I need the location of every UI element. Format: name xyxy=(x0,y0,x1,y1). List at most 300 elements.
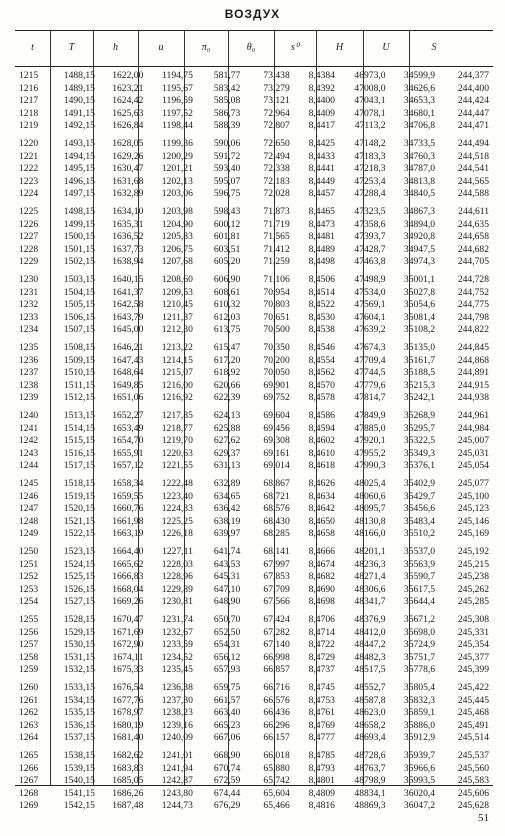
table-cell: 1252 xyxy=(19,571,39,582)
table-cell: 1251 xyxy=(19,558,39,570)
column-header: S xyxy=(431,42,437,53)
column-header: θ₀ xyxy=(246,42,256,53)
table-cell: 8,4554 xyxy=(308,354,335,366)
table-row xyxy=(15,423,493,436)
column-header: u xyxy=(158,42,164,53)
table-cell: 8,4570 xyxy=(308,379,335,391)
table-cell: 8,4761 xyxy=(308,707,335,718)
table-cell: 1200,29 xyxy=(161,150,193,162)
table-cell: 650,70 xyxy=(213,614,241,625)
table-cell: 244,611 xyxy=(458,206,489,217)
table-cell: 47498,9 xyxy=(354,274,386,285)
table-cell: 583,42 xyxy=(213,82,241,94)
table-cell: 48798,9 xyxy=(354,775,386,786)
table-cell: 1536,15 xyxy=(63,719,95,731)
table-cell: 1635,31 xyxy=(112,218,144,230)
table-cell: 8,4706 xyxy=(308,614,335,625)
table-cell: 1490,15 xyxy=(63,95,95,106)
table-cell: 1216,92 xyxy=(161,392,193,403)
table-cell: 1499,15 xyxy=(63,218,95,230)
table-cell: 35188,5 xyxy=(403,367,436,378)
table-cell: 1681,40 xyxy=(112,732,144,743)
table-cell: 48834,1 xyxy=(354,787,386,799)
table-cell: 47113,2 xyxy=(354,120,386,131)
table-cell: 1261 xyxy=(19,694,39,706)
table-cell: 1211,37 xyxy=(162,311,193,323)
table-cell: 1672,90 xyxy=(112,639,144,650)
table-cell: 1651,06 xyxy=(112,392,144,403)
table-cell: 1530,15 xyxy=(63,639,95,650)
table-cell: 1236,38 xyxy=(161,682,193,693)
table-cell: 47078,1 xyxy=(354,107,386,119)
table-cell: 1232,67 xyxy=(161,626,193,638)
column-header: T xyxy=(68,42,75,53)
table-cell: 8,4409 xyxy=(308,107,335,119)
table-cell: 1538,15 xyxy=(63,750,95,761)
table-cell: 1532,15 xyxy=(63,664,95,675)
table-cell: 8,4642 xyxy=(308,503,335,514)
table-row xyxy=(15,448,493,461)
table-cell: 244,845 xyxy=(457,342,489,353)
table-cell: 244,961 xyxy=(457,410,489,421)
table-cell: 34626,6 xyxy=(403,82,436,94)
table-cell: 245,285 xyxy=(457,596,489,607)
table-cell: 1219 xyxy=(19,120,39,131)
column-header: U xyxy=(382,42,390,53)
table-cell: 8,4722 xyxy=(308,639,335,650)
table-cell: 48693,4 xyxy=(354,732,386,743)
table-cell: 69,308 xyxy=(263,435,290,446)
table-cell: 1632,89 xyxy=(112,188,144,199)
table-row xyxy=(15,312,493,325)
table-cell: 624,13 xyxy=(213,410,241,421)
table-cell: 48306,6 xyxy=(354,583,386,595)
table-cell: 35027,8 xyxy=(403,286,436,298)
table-cell: 244,658 xyxy=(457,231,489,242)
table-row xyxy=(15,596,493,609)
table-cell: 244,565 xyxy=(457,175,489,187)
table-cell: 1231 xyxy=(19,286,39,298)
table-cell: 1537,15 xyxy=(63,732,95,743)
table-cell: 48482,3 xyxy=(354,651,386,663)
table-cell: 648,90 xyxy=(213,596,241,607)
table-cell: 638,19 xyxy=(213,515,241,527)
table-cell: 72,964 xyxy=(263,107,290,119)
table-cell: 245,169 xyxy=(457,528,489,539)
table-cell: 8,4465 xyxy=(308,206,335,217)
table-cell: 245,377 xyxy=(457,651,489,663)
table-cell: 8,4650 xyxy=(308,515,335,527)
table-cell: 1241,01 xyxy=(161,750,193,761)
table-cell: 1233,59 xyxy=(161,639,193,650)
table-cell: 1517,15 xyxy=(63,460,95,471)
table-cell: 48341,7 xyxy=(354,596,386,607)
table-cell: 1518,15 xyxy=(63,478,95,489)
table-cell: 34947,5 xyxy=(403,243,436,255)
table-cell: 70,651 xyxy=(263,311,290,323)
table-cell: 47534,0 xyxy=(354,286,386,298)
table-cell: 1685,05 xyxy=(112,775,144,786)
table-cell: 1514,15 xyxy=(63,422,95,434)
table-cell: 35376,1 xyxy=(403,460,436,471)
table-cell: 639,97 xyxy=(213,528,241,539)
table-row xyxy=(15,108,493,121)
table-cell: 1641,37 xyxy=(112,286,144,298)
table-cell: 1638,94 xyxy=(112,256,144,267)
table-cell: 66,018 xyxy=(263,750,290,761)
table-cell: 68,285 xyxy=(263,528,290,539)
table-cell: 244,494 xyxy=(457,138,489,149)
column-header: h xyxy=(113,42,118,53)
table-cell: 244,588 xyxy=(457,188,489,199)
table-cell: 35778,6 xyxy=(403,664,436,675)
table-cell: 634,65 xyxy=(213,490,241,502)
table-bottom-rule xyxy=(15,785,493,786)
table-row xyxy=(15,584,493,597)
table-cell: 35617,5 xyxy=(403,583,436,595)
table-cell: 34974,3 xyxy=(403,256,436,267)
table-cell: 8,4417 xyxy=(308,120,335,131)
table-cell: 68,721 xyxy=(263,490,290,502)
table-cell: 657,93 xyxy=(213,664,241,675)
table-cell: 244,915 xyxy=(457,379,489,391)
table-row xyxy=(15,163,493,176)
column-header: s⁰ xyxy=(291,42,299,53)
table-cell: 1661,98 xyxy=(112,515,144,527)
table-cell: 1623,21 xyxy=(112,82,144,94)
table-cell: 1624,42 xyxy=(112,95,144,106)
table-cell: 8,4514 xyxy=(308,286,335,298)
table-cell: 1669,26 xyxy=(112,596,144,607)
table-cell: 68,576 xyxy=(263,503,290,514)
table-cell: 68,430 xyxy=(263,515,290,527)
table-cell: 1629,26 xyxy=(112,150,144,162)
table-cell: 1489,15 xyxy=(63,82,95,94)
table-cell: 72,650 xyxy=(263,138,290,149)
table-cell: 71,259 xyxy=(263,256,290,267)
table-cell: 1496,15 xyxy=(63,175,95,187)
table-row xyxy=(15,516,493,529)
table-cell: 1529,15 xyxy=(63,626,95,638)
table-cell: 245,215 xyxy=(457,558,489,570)
table-cell: 35724,9 xyxy=(403,639,436,650)
table-cell: 35001,1 xyxy=(403,274,436,285)
table-cell: 1216,00 xyxy=(161,379,193,391)
table-cell: 66,857 xyxy=(263,664,290,675)
table-cell: 1226 xyxy=(19,218,39,230)
table-cell: 69,161 xyxy=(263,447,290,459)
table-cell: 71,565 xyxy=(263,231,290,242)
table-cell: 65,880 xyxy=(263,762,290,774)
table-cell: 1540,15 xyxy=(63,775,95,786)
table-cell: 8,4729 xyxy=(308,651,335,663)
table-cell: 8,4714 xyxy=(308,626,335,638)
table-cell: 8,4745 xyxy=(308,682,335,693)
table-row xyxy=(15,528,493,541)
table-cell: 610,32 xyxy=(213,299,241,310)
table-cell: 35349,3 xyxy=(403,447,436,459)
table-cell: 69,456 xyxy=(263,422,290,434)
table-cell: 35081,4 xyxy=(403,311,436,323)
table-cell: 47849,9 xyxy=(354,410,386,421)
table-cell: 72,338 xyxy=(263,163,290,174)
table-cell: 1241,94 xyxy=(161,762,193,774)
table-cell: 612,03 xyxy=(213,311,241,323)
header-bottom-rule xyxy=(15,66,493,67)
table-cell: 8,4793 xyxy=(308,762,335,774)
table-cell: 1524,15 xyxy=(63,558,95,570)
table-row xyxy=(15,380,493,393)
table-cell: 46973,0 xyxy=(354,70,386,81)
table-cell: 47043,1 xyxy=(354,95,386,106)
table-row xyxy=(15,763,493,776)
table-cell: 8,4400 xyxy=(308,95,335,106)
table-cell: 615,47 xyxy=(213,342,241,353)
table-cell: 244,984 xyxy=(457,422,489,434)
table-cell: 1507,15 xyxy=(63,324,95,335)
table-cell: 1235,45 xyxy=(161,664,193,675)
table-cell: 629,37 xyxy=(213,447,241,459)
table-row xyxy=(15,720,493,733)
table-cell: 35912,9 xyxy=(403,732,436,743)
table-cell: 1519,15 xyxy=(63,490,95,502)
table-cell: 8,4489 xyxy=(308,243,335,255)
table-cell: 34920,8 xyxy=(403,231,436,242)
table-cell: 1492,15 xyxy=(63,120,95,131)
table-cell: 244,518 xyxy=(457,150,489,162)
table-cell: 1666,83 xyxy=(112,571,144,582)
table-row xyxy=(15,151,493,164)
table-cell: 8,4816 xyxy=(308,800,335,811)
table-cell: 8,4769 xyxy=(308,719,335,731)
table-cell: 47990,3 xyxy=(354,460,386,471)
table-cell: 1680,19 xyxy=(112,719,144,731)
table-cell: 1497,15 xyxy=(63,188,95,199)
table-cell: 1239 xyxy=(19,392,39,403)
table-cell: 245,054 xyxy=(457,460,489,471)
table-row xyxy=(15,342,493,355)
table-cell: 1634,10 xyxy=(112,206,144,217)
table-cell: 676,29 xyxy=(213,800,241,811)
table-cell: 245,077 xyxy=(457,478,489,489)
table-cell: 1228 xyxy=(19,243,39,255)
table-cell: 1248 xyxy=(19,515,39,527)
table-cell: 1257 xyxy=(19,639,39,650)
table-cell: 1542,15 xyxy=(63,800,95,811)
table-cell: 1526,15 xyxy=(63,583,95,595)
table-cell: 34840,5 xyxy=(403,188,436,199)
table-cell: 73,279 xyxy=(263,82,290,94)
table-cell: 1207,68 xyxy=(161,256,193,267)
table-cell: 618,92 xyxy=(213,367,241,378)
table-cell: 34706,8 xyxy=(403,120,436,131)
table-cell: 1215 xyxy=(19,70,39,81)
table-row xyxy=(15,800,493,813)
table-cell: 1244 xyxy=(19,460,39,471)
table-cell: 34653,3 xyxy=(403,95,436,106)
table-cell: 1194,75 xyxy=(162,70,193,81)
table-cell: 663,40 xyxy=(213,707,241,718)
table-cell: 72,494 xyxy=(263,150,290,162)
table-cell: 1642,58 xyxy=(112,299,144,310)
table-cell: 47253,4 xyxy=(354,175,386,187)
table-cell: 245,354 xyxy=(457,639,489,650)
table-cell: 1267 xyxy=(19,775,39,786)
table-cell: 1269 xyxy=(19,800,39,811)
table-row xyxy=(15,546,493,559)
table-cell: 67,424 xyxy=(263,614,290,625)
table-cell: 591,72 xyxy=(213,150,241,162)
table-cell: 593,40 xyxy=(213,163,241,174)
table-cell: 35510,2 xyxy=(403,528,436,539)
table-cell: 245,537 xyxy=(457,750,489,761)
table-cell: 35805,4 xyxy=(403,682,436,693)
table-row xyxy=(15,707,493,720)
table-cell: 245,238 xyxy=(457,571,489,582)
table-cell: 1234 xyxy=(19,324,39,335)
table-cell: 35939,7 xyxy=(403,750,436,761)
table-cell: 8,4449 xyxy=(308,175,335,187)
table-cell: 245,583 xyxy=(457,775,489,786)
table-row xyxy=(15,614,493,627)
table-cell: 245,262 xyxy=(457,583,489,595)
table-cell: 1234,52 xyxy=(161,651,193,663)
table-cell: 652,50 xyxy=(213,626,241,638)
table-cell: 8,4618 xyxy=(308,460,335,471)
page-number: 51 xyxy=(478,812,489,824)
table-cell: 66,576 xyxy=(263,694,290,706)
table-cell: 1522,15 xyxy=(63,528,95,539)
table-cell: 667,06 xyxy=(213,732,241,743)
table-cell: 8,4578 xyxy=(308,392,335,403)
table-cell: 35966,6 xyxy=(403,762,436,774)
table-cell: 8,4392 xyxy=(308,82,335,94)
table-row xyxy=(15,299,493,312)
table-cell: 48728,6 xyxy=(354,750,386,761)
table-cell: 35644,4 xyxy=(403,596,436,607)
table-cell: 1521,15 xyxy=(63,515,95,527)
table-cell: 585,08 xyxy=(213,95,241,106)
table-cell: 1240 xyxy=(19,410,39,421)
table-cell: 70,500 xyxy=(263,324,290,335)
table-cell: 1209,53 xyxy=(161,286,193,298)
table-cell: 35993,5 xyxy=(403,775,436,786)
table-cell: 245,491 xyxy=(457,719,489,731)
table-cell: 47885,0 xyxy=(354,422,386,434)
table-cell: 8,4425 xyxy=(308,138,335,149)
table-cell: 8,4658 xyxy=(308,528,335,539)
table-cell: 67,997 xyxy=(263,558,290,570)
table-cell: 8,4809 xyxy=(308,787,335,799)
table-cell: 588,39 xyxy=(213,120,241,131)
table-cell: 1670,47 xyxy=(112,614,144,625)
table-cell: 48130,8 xyxy=(354,515,386,527)
table-row xyxy=(15,70,493,83)
table-cell: 245,146 xyxy=(457,515,489,527)
table-cell: 8,4481 xyxy=(308,231,335,242)
table-cell: 245,007 xyxy=(457,435,489,446)
table-cell: 1195,67 xyxy=(162,82,193,94)
table-cell: 1236 xyxy=(19,354,39,366)
table-cell: 244,377 xyxy=(457,70,489,81)
table-cell: 1502,15 xyxy=(63,256,95,267)
table-cell: 244,868 xyxy=(457,354,489,366)
table-cell: 48236,3 xyxy=(354,558,386,570)
table-cell: 245,331 xyxy=(457,626,489,638)
table-cell: 8,4384 xyxy=(308,70,335,81)
table-cell: 1223 xyxy=(19,175,39,187)
table-cell: 1243,80 xyxy=(161,787,193,799)
table-cell: 1678,97 xyxy=(112,707,144,718)
table-cell: 1523,15 xyxy=(63,546,95,557)
table-cell: 8,4441 xyxy=(308,163,335,174)
table-cell: 48060,6 xyxy=(354,490,386,502)
table-cell: 47709,4 xyxy=(354,354,386,366)
table-cell: 35832,3 xyxy=(403,694,436,706)
table-cell: 70,200 xyxy=(263,354,290,366)
table-cell: 35483,4 xyxy=(403,515,436,527)
table-cell: 1665,62 xyxy=(112,558,144,570)
table-cell: 1622,00 xyxy=(112,70,144,81)
table-cell: 47604,1 xyxy=(354,311,386,323)
table-cell: 245,628 xyxy=(457,800,489,811)
table-cell: 36047,2 xyxy=(403,800,436,811)
table-cell: 1225 xyxy=(19,206,39,217)
table-cell: 1683,83 xyxy=(112,762,144,774)
table-cell: 1231,74 xyxy=(161,614,193,625)
table-cell: 1541,15 xyxy=(63,787,95,799)
table-cell: 65,604 xyxy=(263,787,290,799)
table-row xyxy=(15,732,493,745)
table-cell: 66,998 xyxy=(263,651,290,663)
table-cell: 244,635 xyxy=(457,218,489,230)
table-cell: 1520,15 xyxy=(63,503,95,514)
table-cell: 1212,30 xyxy=(161,324,193,335)
table-cell: 1220,63 xyxy=(161,447,193,459)
data-table xyxy=(15,70,493,813)
table-cell: 35456,6 xyxy=(403,503,436,514)
table-cell: 627,62 xyxy=(213,435,241,446)
table-row xyxy=(15,410,493,423)
table-cell: 1539,15 xyxy=(63,762,95,774)
table-cell: 35295,7 xyxy=(403,422,436,434)
table-cell: 1206,75 xyxy=(161,243,193,255)
table-cell: 1239,16 xyxy=(161,719,193,731)
table-cell: 1628,05 xyxy=(112,138,144,149)
table-cell: 71,106 xyxy=(263,274,290,285)
table-row xyxy=(15,664,493,677)
table-row xyxy=(15,324,493,337)
table-cell: 596,75 xyxy=(213,188,241,199)
table-cell: 1204,90 xyxy=(161,218,193,230)
table-row xyxy=(15,188,493,201)
table-cell: 1531,15 xyxy=(63,651,95,663)
table-row xyxy=(15,95,493,108)
table-cell: 244,938 xyxy=(457,392,489,403)
table-cell: 1509,15 xyxy=(63,354,95,366)
table-cell: 35590,7 xyxy=(403,571,436,582)
table-cell: 1508,15 xyxy=(63,342,95,353)
table-cell: 245,606 xyxy=(457,787,489,799)
table-row xyxy=(15,231,493,244)
table-cell: 1237 xyxy=(19,367,39,378)
table-row xyxy=(15,435,493,448)
table-cell: 245,560 xyxy=(457,762,489,774)
table-cell: 1224 xyxy=(19,188,39,199)
table-cell: 1660,76 xyxy=(112,503,144,514)
table-cell: 8,4562 xyxy=(308,367,335,378)
table-cell: 1214,15 xyxy=(161,354,193,366)
